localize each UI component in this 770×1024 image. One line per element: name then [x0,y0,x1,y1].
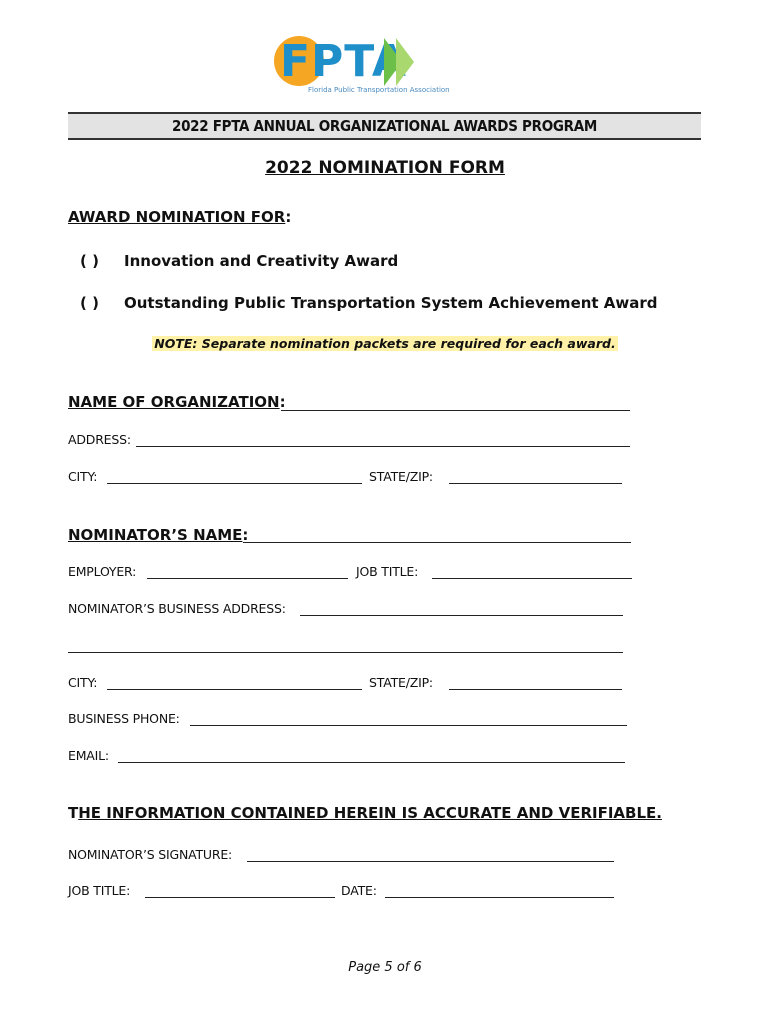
chevron-icon [396,38,414,86]
checkbox-paren[interactable]: ( ) [80,252,99,270]
signer-job-title-label: JOB TITLE: [68,883,131,898]
state-zip-field[interactable] [449,483,622,484]
nominator-heading-text: NOMINATOR’S NAME [68,526,243,544]
award-option-label: Innovation and Creativity Award [124,252,399,270]
address-label: ADDRESS: [68,432,131,447]
signature-field[interactable] [247,861,614,862]
award-heading [68,208,291,226]
logo-tagline: Florida Public Transportation Association [308,86,450,94]
state-zip-label: STATE/ZIP: [369,469,433,484]
date-label: DATE: [341,883,377,898]
award-note [0,336,770,351]
logo-wordmark: FPTA [280,36,407,87]
signature-label: NOMINATOR’S SIGNATURE: [68,847,233,862]
nominator-state-zip-label: STATE/ZIP: [369,675,433,690]
award-note-text: NOTE: Separate nomination packets are required for each award. [154,336,616,351]
form-title: 2022 NOMINATION FORM [265,158,505,178]
address-field[interactable] [136,446,630,447]
award-heading-colon: : [285,208,292,226]
nominator-city-label: CITY: [68,675,98,690]
business-address-field[interactable] [300,615,623,616]
certification-statement [68,804,662,822]
award-heading-text: AWARD NOMINATION FOR [68,208,286,226]
organization-name-field[interactable] [281,410,630,411]
certification-text: HE INFORMATION CONTAINED HEREIN IS ACCURATE AND VERIFIABLE. [78,804,662,822]
checkbox-paren[interactable]: ( ) [80,294,99,312]
organization-heading [68,393,286,411]
employer-label: EMPLOYER: [68,564,137,579]
page-number: Page 5 of 6 [348,960,422,975]
city-label: CITY: [68,469,98,484]
business-address-line-2-field[interactable] [68,652,623,653]
organization-heading-text: NAME OF ORGANIZATION [68,393,280,411]
signer-job-title-field[interactable] [145,897,335,898]
employer-field[interactable] [147,578,348,579]
business-phone-field[interactable] [190,725,627,726]
program-banner: 2022 FPTA ANNUAL ORGANIZATIONAL AWARDS PROGRAM [68,112,701,140]
award-option-outstanding-system[interactable] [80,294,658,312]
organization-heading-colon: : [279,393,286,411]
nominator-city-field[interactable] [107,689,362,690]
award-option-label: Outstanding Public Transportation System Achievement Award [124,294,658,312]
job-title-label: JOB TITLE: [356,564,419,579]
nominator-heading [68,526,248,544]
business-address-label: NOMINATOR’S BUSINESS ADDRESS: [68,601,286,616]
job-title-field[interactable] [432,578,632,579]
certification-first-letter: T [68,804,79,822]
nominator-heading-colon: : [242,526,249,544]
email-label: EMAIL: [68,748,109,763]
city-field[interactable] [107,483,362,484]
nominator-name-field[interactable] [243,542,631,543]
nominator-state-zip-field[interactable] [449,689,622,690]
email-field[interactable] [118,762,625,763]
business-phone-label: BUSINESS PHONE: [68,711,180,726]
date-field[interactable] [385,897,614,898]
award-option-innovation[interactable] [80,252,398,270]
fpta-logo [272,30,450,98]
